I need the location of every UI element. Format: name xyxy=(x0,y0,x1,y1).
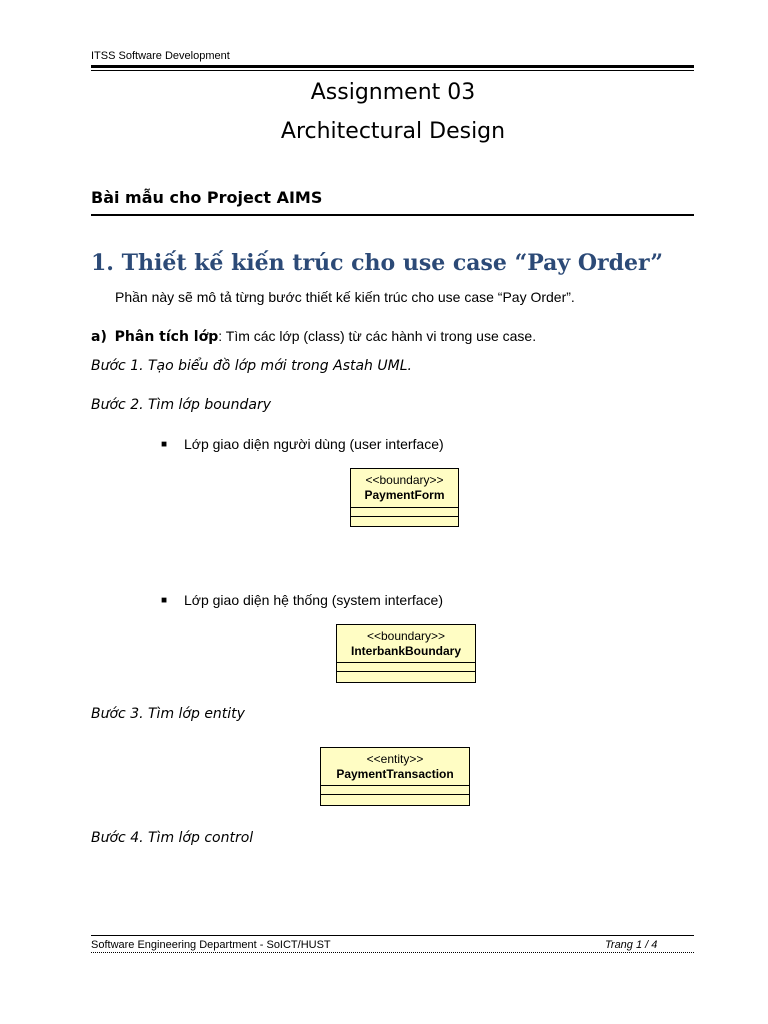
uml-stereotype: <<entity>> xyxy=(366,752,424,766)
header-rule-thin xyxy=(91,70,694,71)
document-title: Assignment 03 xyxy=(310,80,476,105)
uml-attr-divider xyxy=(351,507,458,508)
footer-rule-dotted xyxy=(91,952,694,953)
item-a-text: : Tìm các lớp (class) từ các hành vi trong use case. xyxy=(218,328,537,344)
item-a-label: a) xyxy=(91,329,107,345)
item-a xyxy=(91,328,536,345)
uml-stereotype: <<boundary>> xyxy=(366,629,446,643)
footer-page-number: Trang 1 / 4 xyxy=(605,939,658,951)
uml-class-name: PaymentTransaction xyxy=(336,767,454,781)
uml-class-name: InterbankBoundary xyxy=(350,644,461,658)
section-heading: 1. Thiết kế kiến trúc cho use case “Pay Order” xyxy=(91,250,664,276)
bullet-user-interface: Lớp giao diện người dùng (user interface) xyxy=(184,436,444,452)
step-4: Bước 4. Tìm lớp control xyxy=(91,830,254,846)
item-a-bold: Phân tích lớp xyxy=(114,329,219,345)
step-2: Bước 2. Tìm lớp boundary xyxy=(91,397,272,413)
uml-attr-divider xyxy=(321,785,469,786)
bullet-icon: ■ xyxy=(161,439,168,450)
uml-op-divider xyxy=(351,516,458,517)
page-header: ITSS Software Development xyxy=(91,50,230,62)
uml-class-interbankboundary xyxy=(336,624,476,683)
uml-class-name: PaymentForm xyxy=(364,488,445,502)
step-1: Bước 1. Tạo biểu đồ lớp mới trong Astah UML. xyxy=(91,358,412,374)
bullet-system-interface: Lớp giao diện hệ thống (system interface) xyxy=(184,592,443,608)
uml-stereotype: <<boundary>> xyxy=(365,473,444,487)
uml-class-paymenttransaction xyxy=(320,747,470,806)
uml-op-divider xyxy=(337,671,475,672)
uml-op-divider xyxy=(321,794,469,795)
document-subtitle: Architectural Design xyxy=(280,119,506,144)
subtitle-rule xyxy=(91,214,694,216)
bullet-icon: ■ xyxy=(161,595,168,606)
footer-department: Software Engineering Department - SoICT/HUST xyxy=(91,939,331,951)
section-subtitle: Bài mẫu cho Project AIMS xyxy=(91,188,323,207)
footer-rule xyxy=(91,935,694,936)
uml-attr-divider xyxy=(337,662,475,663)
uml-class-paymentform xyxy=(350,468,459,527)
header-rule xyxy=(91,65,694,68)
step-3: Bước 3. Tìm lớp entity xyxy=(91,706,245,722)
intro-paragraph: Phần này sẽ mô tả từng bước thiết kế kiến trúc cho use case “Pay Order”. xyxy=(115,289,575,305)
